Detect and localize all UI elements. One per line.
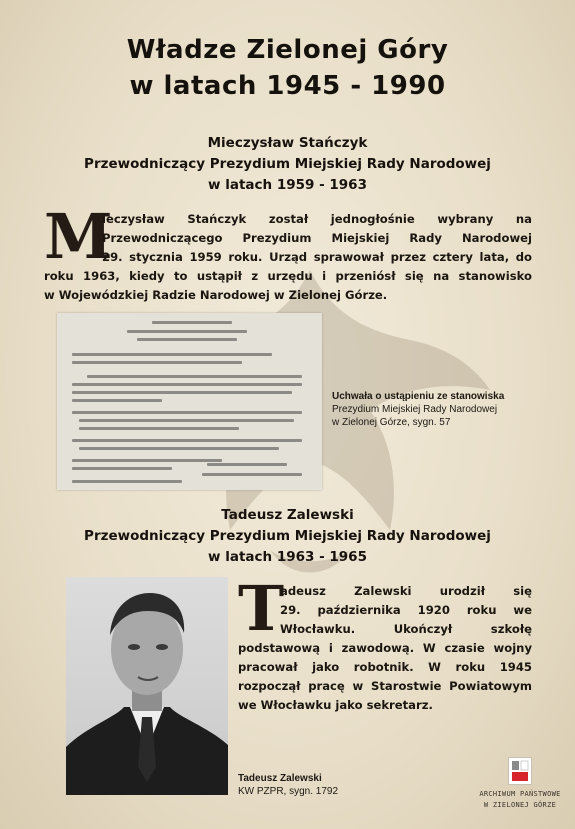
section2-role: Przewodniczący Prezydium Miejskiej Rady Narodowej — [84, 528, 491, 544]
page-title — [0, 32, 575, 104]
section1-heading — [0, 133, 575, 196]
section2-paragraph — [238, 582, 532, 715]
document-caption-title: Uchwała o ustąpieniu ze stanowiska — [332, 391, 505, 402]
section1-dropcap: M — [44, 200, 113, 273]
archive-logo-line-1: ARCHIWUM PAŃSTWOWE — [479, 790, 561, 798]
photo-caption-line-2: KW PZPR, sygn. 1792 — [238, 786, 339, 797]
photo-caption-title: Tadeusz Zalewski — [238, 773, 322, 784]
section2-line-2: 29. października 1920 roku we — [280, 603, 532, 617]
section2-line-6: rozpoczął pracę w Starostwie Powiatowym — [238, 679, 532, 693]
section1-line-3: 29. stycznia 1959 roku. Urząd sprawował przez cztery lata, do — [102, 250, 532, 264]
archive-logo-line-2: W ZIELONEJ GÓRZE — [483, 801, 557, 809]
resolution-document-scan — [57, 313, 322, 490]
title-line-2: w latach 1945 - 1990 — [129, 71, 446, 101]
section1-period: w latach 1959 - 1963 — [208, 177, 367, 193]
section2-period: w latach 1963 - 1965 — [208, 549, 367, 565]
section1-line-1: ieczysław Stańczyk został jednogłośnie wybrany na — [102, 212, 532, 226]
section1-role: Przewodniczący Prezydium Miejskiej Rady Narodowej — [84, 156, 491, 172]
section2-line-4: podstawową i zawodową. W czasie wojny — [238, 641, 532, 655]
section1-line-5: w Wojewódzkiej Radzie Narodowej w Zielonej Górze. — [44, 288, 388, 302]
section1-paragraph — [44, 210, 532, 305]
archive-logo-icon — [509, 758, 531, 784]
title-line-1: Władze Zielonej Góry — [126, 35, 449, 65]
section2-dropcap: T — [238, 572, 285, 645]
section2-heading — [0, 505, 575, 568]
document-caption-line-2: Prezydium Miejskiej Rady Narodowej — [332, 404, 498, 415]
section1-line-4: roku 1963, kiedy to ustąpił z urzędu i przeniósł się na stanowisko — [44, 269, 532, 283]
section1-line-2: Przewodniczącego Prezydium Miejskiej Rady Narodowej — [102, 231, 532, 245]
portrait-photo — [66, 577, 228, 795]
document-caption-line-3: w Zielonej Górze, sygn. 57 — [332, 417, 451, 428]
document-caption — [332, 390, 522, 429]
section2-line-3: Włocławku. Ukończył szkołę — [280, 622, 532, 636]
portrait-figure — [66, 577, 228, 795]
photo-caption — [238, 772, 418, 798]
section2-line-1: adeusz Zalewski urodził się — [280, 584, 532, 598]
archive-logo-text — [470, 789, 570, 811]
archive-logo — [508, 757, 532, 785]
section1-name: Mieczysław Stańczyk — [207, 135, 368, 151]
section2-line-7: we Włocławku jako sekretarz. — [238, 698, 433, 712]
section2-name: Tadeusz Zalewski — [221, 507, 354, 523]
section2-line-5: pracował jako robotnik. W roku 1945 — [238, 660, 532, 674]
